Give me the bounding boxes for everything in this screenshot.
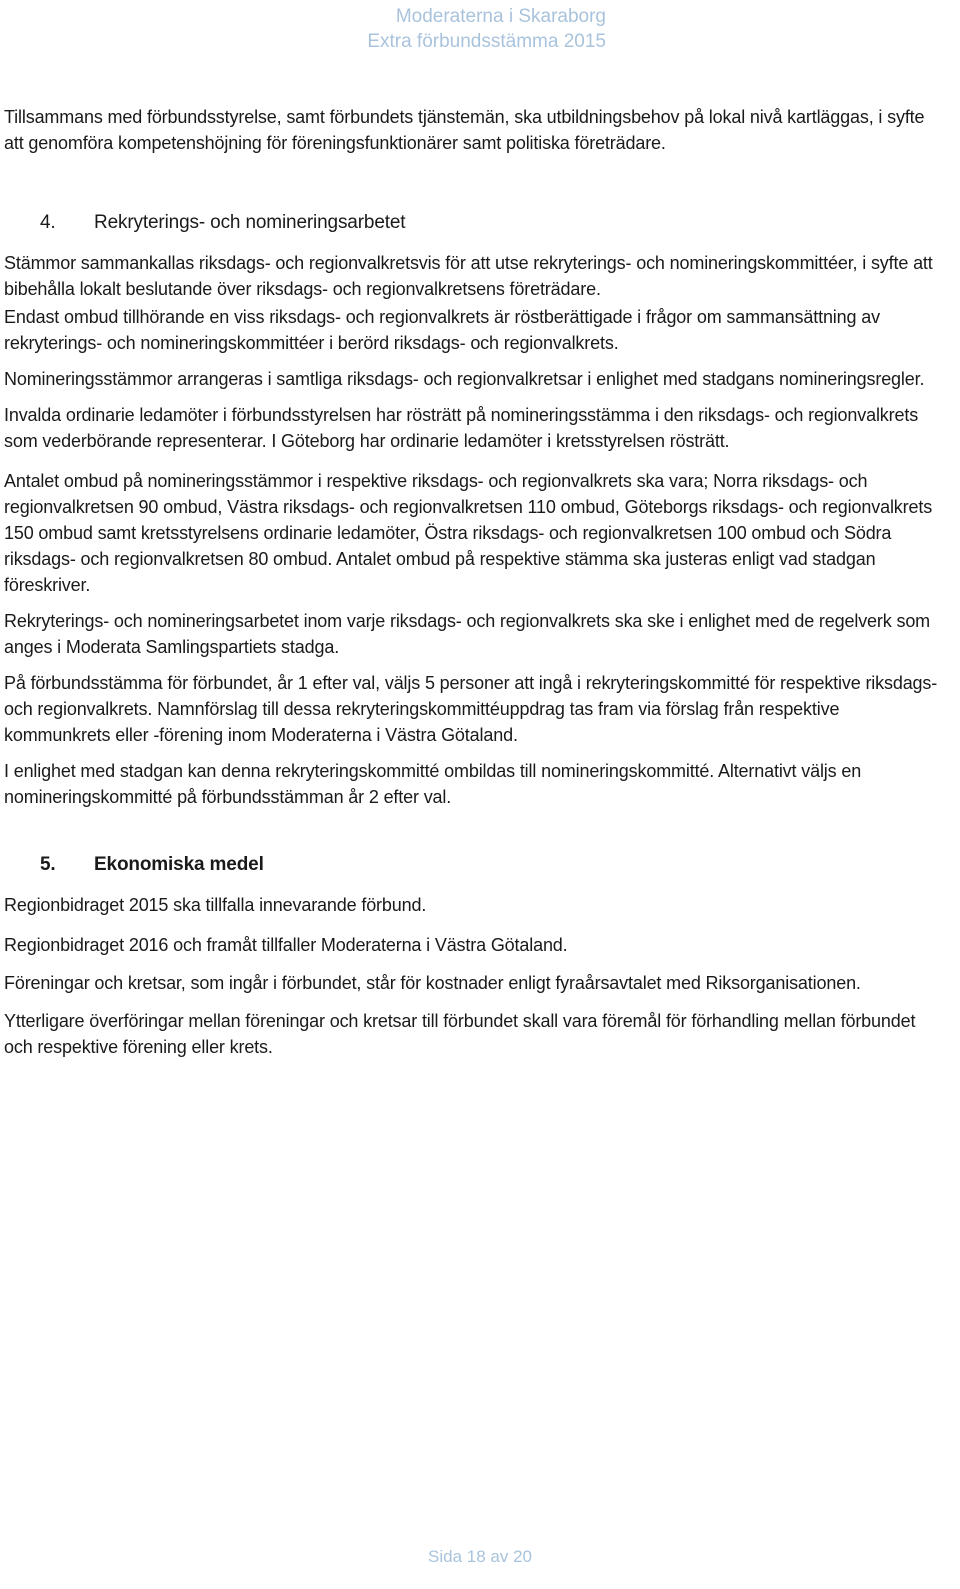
section-5-paragraph: Ytterligare överföringar mellan föreningar och kretsar till förbundet skall vara föremål för förhandling mellan förbundet och respektive förening eller krets. xyxy=(4,1011,916,1057)
section-4-paragraph: Antalet ombud på nomineringsstämmor i respektive riksdags- och regionvalkrets ska vara; Norra riksdags- och regionvalkretsen 90 ombud, Västra riksdags- och regionvalkretsen 110 ombud, Göteborgs riksdags- och regionvalkrets 150 ombud samt kretsstyrelsens ordinarie ledamöter, Östra riksdags- och regionvalkretsen 100 ombud och Södra riksdags- och regionvalkretsen 80 ombud. Antalet ombud på respektive stämma ska justeras enligt vad stadgan föreskriver. xyxy=(4,471,933,595)
section-5-body xyxy=(4,892,944,1060)
section-4-paragraph: På förbundsstämma för förbundet, år 1 efter val, väljs 5 personer att ingå i rekryteringskommitté för respektive riksdags- och regionvalkrets. Namnförslag till dessa rekryteringskommittéuppdrag tas fram via förslag från respektive kommunkrets eller -förening inom Moderaterna i Västra Götaland. xyxy=(4,673,938,745)
section-5-paragraph: Regionbidraget 2015 ska tillfalla innevarande förbund. xyxy=(4,895,427,915)
section-4-paragraph: Endast ombud tillhörande en viss riksdags- och regionvalkrets är röstberättigade i frågor om sammansättning av rekryterings- och nomineringskommittéer i berörd riksdags- och regionvalkrets. xyxy=(4,307,880,353)
section-4-number: 4. xyxy=(40,212,56,233)
section-5-paragraph: Regionbidraget 2016 och framåt tillfaller Moderaterna i Västra Götaland. xyxy=(4,935,568,955)
document-body xyxy=(4,104,944,1070)
section-4-paragraph: I enlighet med stadgan kan denna rekryteringskommitté ombildas till nomineringskommitté. Alternativt väljs en nomineringskommitté på förbundsstämman år 2 efter val. xyxy=(4,761,862,807)
section-4-heading xyxy=(4,210,944,236)
section-4-paragraph: Nomineringsstämmor arrangeras i samtliga riksdags- och regionvalkretsar i enlighet med stadgans nomineringsregler. xyxy=(4,369,925,389)
section-4-paragraph: Rekryterings- och nomineringsarbetet inom varje riksdags- och regionvalkrets ska ske i enlighet med de regelverk som anges i Moderata Samlingspartiets stadga. xyxy=(4,611,931,657)
section-4-paragraph: Stämmor sammankallas riksdags- och regionvalkretsvis för att utse rekryterings- och nomineringskommittéer, i syfte att bibehålla lokalt beslutande över riksdags- och regionvalkretsens företrädare. xyxy=(4,253,933,299)
section-5-paragraph: Föreningar och kretsar, som ingår i förbundet, står för kostnader enligt fyraårsavtalet med Riksorganisationen. xyxy=(4,973,861,993)
page-header xyxy=(0,4,960,54)
section-4-paragraph: Invalda ordinarie ledamöter i förbundsstyrelsen har rösträtt på nomineringsstämma i den riksdags- och regionvalkrets som vederbörande representerar. I Göteborg har ordinarie ledamöter i kretsstyrelsen rösträtt. xyxy=(4,405,919,451)
section-4-title: Rekryterings- och nomineringsarbetet xyxy=(94,212,406,233)
section-5-title: Ekonomiska medel xyxy=(94,854,264,875)
section-5-number: 5. xyxy=(40,854,56,875)
page-footer xyxy=(0,1546,960,1568)
header-event: Extra förbundsstämma 2015 xyxy=(367,31,606,52)
page-number: Sida 18 av 20 xyxy=(428,1547,532,1566)
header-organization: Moderaterna i Skaraborg xyxy=(395,6,606,27)
section-4-body xyxy=(4,250,944,810)
intro-paragraph: Tillsammans med förbundsstyrelse, samt förbundets tjänstemän, ska utbildningsbehov på lokal nivå kartläggas, i syfte att genomföra kompetenshöjning för föreningsfunktionärer samt politiska företrädare. xyxy=(4,107,925,153)
section-5-heading xyxy=(4,852,944,878)
